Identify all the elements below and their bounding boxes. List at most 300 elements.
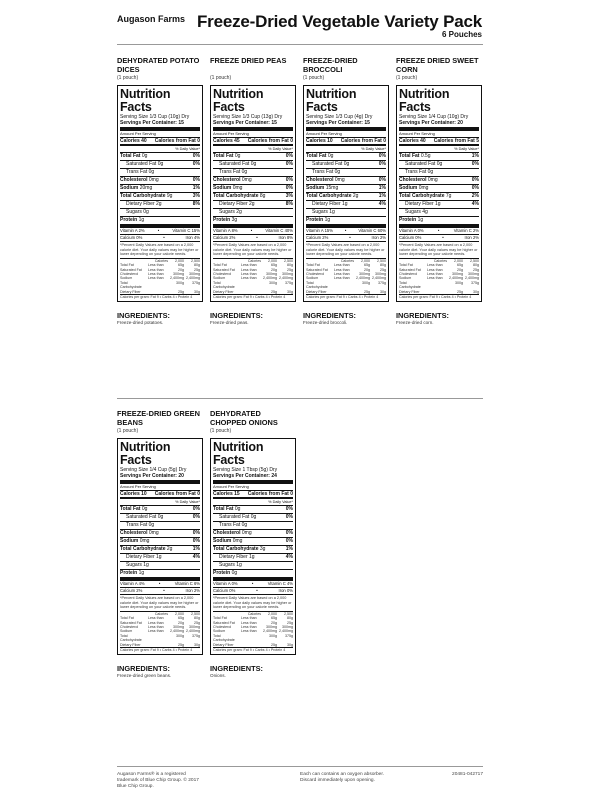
dv-table-row: Total Carbohydrate 300g 375g (399, 280, 479, 290)
mineral-row: Calcium 2% • Iron 8% (213, 235, 293, 240)
dv-table-row: Sodium Less than 2,400mg 2,400mg (306, 276, 386, 281)
nf-value-sat_dv: 0% (285, 161, 293, 167)
product-name: FREEZE DRIED SWEET CORN (396, 56, 479, 74)
mineral-row: Calcium 0% • Iron 2% (399, 235, 479, 240)
dv-table-row: Total Fat Less than 65g 80g (120, 263, 200, 268)
nf-value-sat_dv: 0% (378, 161, 386, 167)
nf-label-total_carb: Total Carbohydrate (120, 193, 166, 199)
nf-label-total_fat: Total Fat (213, 506, 234, 512)
dv-table-row: Cholesterol Less than 300mg 300mg (120, 272, 200, 276)
nf-label-sodium: Sodium (306, 185, 325, 191)
dv-reference-table (120, 258, 200, 294)
total-fat-row (120, 153, 200, 161)
dv-reference-table (213, 258, 293, 294)
nutrition-facts-title: Nutrition Facts (306, 87, 357, 114)
nf-value-sod: 15mg (325, 185, 339, 191)
nf-label-cholesterol: Cholesterol (120, 177, 148, 183)
nf-value-sugar: 1g (236, 562, 242, 568)
nf-label-protein: Protein (213, 217, 231, 223)
section-divider-bottom (117, 766, 483, 767)
nf-value-fiber_dv: 4% (285, 554, 293, 560)
dv-table-row: Cholesterol Less than 300mg 300mg (213, 272, 293, 276)
total-carb-row (120, 193, 200, 201)
nf-value-sod_dv: 1% (192, 185, 200, 191)
vitamin-row: Vitamin A 0% • Vitamin C 4% (213, 581, 293, 586)
nf-value-sod: 0mg (232, 538, 243, 544)
nf-value-sat: 0g (250, 514, 257, 520)
nf-label-iron: Iron (185, 588, 193, 593)
dv-table-header: Calories 2,000 2,500 (340, 258, 386, 263)
nf-label-sat_fat: Saturated Fat (219, 514, 250, 520)
nf-label-vit_c: Vitamin C (453, 228, 472, 233)
nf-value-chol: 0mg (148, 530, 159, 536)
ingredients-text: Onions. (210, 673, 226, 679)
nf-value-protein: 1g (138, 217, 145, 223)
calories-fat-label: Calories from Fat (433, 138, 475, 144)
nf-label-vit_c: Vitamin C (265, 228, 284, 233)
cholesterol-row (120, 177, 200, 185)
calories-value: 10 (141, 491, 147, 497)
calories-fat-label: Calories from Fat (247, 491, 289, 497)
dv-table-row: Total Fat Less than 65g 80g (120, 616, 200, 621)
nf-value-fat_dv: 0% (192, 153, 200, 159)
calories-fat-value: 0 (197, 138, 200, 144)
mineral-row: Calcium 0% • Iron 0% (213, 588, 293, 593)
dv-table-row: Saturated Fat Less than 20g 25g (306, 267, 386, 272)
nf-value-sod: 0mg (418, 185, 429, 191)
dv-table-header: Calories 2,000 2,500 (247, 611, 293, 616)
dv-table-row: Sodium Less than 2,400mg 2,400mg (213, 276, 293, 281)
nf-label-trans_fat: Trans Fat (405, 169, 427, 175)
nf-value-protein: 3g (231, 217, 238, 223)
dv-footnote: *Percent Daily Values are based on a 2,000 calorie diet. Your daily values may be higher or lower depending on your calorie needs. (120, 596, 199, 610)
nf-value-trans: 0g (241, 169, 248, 175)
nf-value-iron: 2% (193, 588, 200, 593)
product-panel-1 (117, 57, 203, 325)
nf-label-fiber: Dietary Fiber (405, 201, 434, 207)
dv-table-row: Saturated Fat Less than 20g 25g (213, 267, 293, 272)
nf-label-total_carb: Total Carbohydrate (306, 193, 352, 199)
nf-value-calc: 0% (136, 235, 143, 240)
dv-table-row: Total Fat Less than 65g 80g (306, 263, 386, 268)
servings-per-container: Servings Per Container: 20 (399, 120, 463, 126)
nf-value-calc: 2% (229, 235, 236, 240)
protein-row (120, 570, 200, 581)
mineral-row: Calcium 0% • Iron 4% (120, 235, 200, 240)
nf-value-fiber_dv: 8% (192, 201, 200, 207)
nf-label-calcium: Calcium (120, 588, 136, 593)
product-panel-2 (210, 57, 296, 325)
nf-value-sugar: 2g (236, 209, 242, 215)
nf-label-vit_c: Vitamin C (267, 581, 286, 586)
nf-value-sod_dv: 0% (192, 538, 200, 544)
section-divider-middle (117, 398, 483, 399)
dv-table-row: Cholesterol Less than 300mg 300mg (399, 272, 479, 276)
nf-label-sat_fat: Saturated Fat (126, 514, 157, 520)
dv-reference-table (213, 611, 293, 647)
dv-reference-table (120, 611, 200, 647)
sodium-row (399, 185, 479, 193)
calories-value: 40 (141, 138, 147, 144)
nf-value-vita: 15% (324, 228, 333, 233)
daily-value-header: % Daily Value* (120, 146, 200, 153)
calories-value: 15 (234, 491, 240, 497)
nf-value-fat_dv: 0% (285, 506, 293, 512)
serving-info (213, 467, 293, 484)
nf-label-sugars: Sugars (126, 562, 142, 568)
sugars-row (213, 562, 293, 570)
protein-row (213, 217, 293, 228)
nf-value-sat_dv: 0% (285, 514, 293, 520)
nf-value-iron: 0% (286, 588, 293, 593)
calories-fat-label: Calories from Fat (154, 138, 196, 144)
nf-value-sat_dv: 0% (192, 514, 200, 520)
nf-label-sat_fat: Saturated Fat (219, 161, 250, 167)
dv-table-row: Total Carbohydrate 300g 375g (120, 280, 200, 290)
dv-table-row: Total Carbohydrate 300g 375g (213, 633, 293, 643)
protein-row (399, 217, 479, 228)
nf-label-total_carb: Total Carbohydrate (120, 546, 166, 552)
calories-fat-value: 0 (290, 138, 293, 144)
dv-table-row: Dietary Fiber 25g 30g (399, 289, 479, 294)
calories-value: 10 (327, 138, 333, 144)
dv-footnote: *Percent Daily Values are based on a 2,000 calorie diet. Your daily values may be higher or lower depending on your calorie needs. (399, 243, 478, 257)
nf-label-cholesterol: Cholesterol (120, 530, 148, 536)
nf-label-vit_a: Vitamin A (306, 228, 324, 233)
nf-value-vita: 2% (138, 228, 145, 233)
fiber-row (120, 201, 200, 209)
serving-info (399, 114, 479, 131)
trans-fat-row (213, 522, 293, 530)
nf-value-carb: 8g (259, 193, 266, 199)
nf-label-iron: Iron (278, 235, 286, 240)
nf-label-sodium: Sodium (120, 185, 139, 191)
nf-label-calcium: Calcium (213, 588, 229, 593)
nf-label-vit_a: Vitamin A (213, 581, 231, 586)
cholesterol-row (213, 530, 293, 538)
amount-per-serving: Amount Per Serving (120, 131, 200, 138)
vitamin-row: Vitamin A 0% • Vitamin C 2% (399, 228, 479, 233)
product-pouch: (1 pouch) (210, 428, 232, 434)
trans-fat-row (120, 169, 200, 177)
dv-table-row: Saturated Fat Less than 20g 25g (120, 267, 200, 272)
sugars-row (120, 562, 200, 570)
nf-value-trans: 0g (148, 169, 155, 175)
nf-value-sod: 0mg (232, 185, 243, 191)
nf-value-fat_dv: 0% (192, 506, 200, 512)
calories-row (213, 491, 293, 499)
nf-value-chol_dv: 0% (285, 530, 293, 536)
ingredients-text: Freeze-dried green beans. (117, 673, 172, 679)
calories-fat-value: 0 (290, 491, 293, 497)
calories-label: Calories (306, 138, 326, 144)
calories-per-gram: Calories per gram: Fat 9 • Carbs 4 • Protein 4 (213, 647, 293, 653)
nf-label-calcium: Calcium (306, 235, 322, 240)
nf-value-sat_dv: 0% (471, 161, 479, 167)
nf-value-carb_dv: 3% (285, 193, 293, 199)
nf-value-chol_dv: 0% (192, 177, 200, 183)
dv-table-row: Dietary Fiber 25g 30g (213, 642, 293, 647)
nf-label-protein: Protein (213, 570, 231, 576)
servings-per-container: Servings Per Container: 24 (213, 473, 277, 479)
nf-value-protein: 1g (324, 217, 331, 223)
nf-value-iron: 2% (472, 235, 479, 240)
nf-label-sodium: Sodium (213, 538, 232, 544)
nf-value-sod_dv: 0% (471, 185, 479, 191)
dv-footnote: *Percent Daily Values are based on a 2,000 calorie diet. Your daily values may be higher or lower depending on your calorie needs. (306, 243, 385, 257)
calories-fat-value: 0 (197, 491, 200, 497)
cholesterol-row (120, 530, 200, 538)
nf-value-fiber: 1g (249, 554, 255, 560)
nf-label-sugars: Sugars (219, 562, 235, 568)
nutrition-facts-panel (117, 438, 203, 655)
nf-label-cholesterol: Cholesterol (213, 177, 241, 183)
product-panel-6 (210, 410, 296, 678)
total-fat-row (213, 506, 293, 514)
dv-table-row: Sodium Less than 2,400mg 2,400mg (213, 629, 293, 634)
ingredients-text: Freeze-dried corn. (396, 320, 434, 326)
product-panel-3 (303, 57, 389, 325)
nf-value-fat: 0g (141, 153, 148, 159)
nf-value-calc: 0% (229, 588, 236, 593)
brand-name: Augason Farms (117, 14, 186, 24)
nf-label-protein: Protein (120, 570, 138, 576)
daily-value-header: % Daily Value* (213, 499, 293, 506)
fiber-row (213, 554, 293, 562)
calories-per-gram: Calories per gram: Fat 9 • Carbs 4 • Protein 4 (120, 294, 200, 300)
nf-value-sod_dv: 0% (285, 185, 293, 191)
calories-value: 40 (420, 138, 426, 144)
servings-per-container: Servings Per Container: 15 (306, 120, 370, 126)
nf-value-trans: 0g (334, 169, 341, 175)
dv-table-header: Calories 2,000 2,500 (247, 258, 293, 263)
nf-label-sugars: Sugars (219, 209, 235, 215)
daily-value-header: % Daily Value* (306, 146, 386, 153)
dv-table-row: Total Carbohydrate 300g 375g (306, 280, 386, 290)
nf-value-fat_dv: 1% (471, 153, 479, 159)
ingredients-text: Freeze-dried peas. (210, 320, 249, 326)
dv-table-row: Dietary Fiber 25g 30g (120, 642, 200, 647)
dv-table-row: Cholesterol Less than 300mg 300mg (213, 625, 293, 629)
amount-per-serving: Amount Per Serving (306, 131, 386, 138)
page-subtitle: 6 Pouches (441, 30, 482, 39)
sodium-row (213, 185, 293, 193)
nf-value-calc: 2% (322, 235, 329, 240)
product-panel-5 (117, 410, 203, 678)
dv-table-row: Total Fat Less than 65g 80g (213, 616, 293, 621)
ingredients-heading: INGREDIENTS: (303, 311, 356, 321)
nf-value-chol: 0mg (148, 177, 159, 183)
calories-fat-value: 0 (383, 138, 386, 144)
ingredients-heading: INGREDIENTS: (117, 664, 170, 674)
dv-table-header: Calories 2,000 2,500 (433, 258, 479, 263)
total-fat-row (399, 153, 479, 161)
nf-value-fiber_dv: 4% (192, 554, 200, 560)
serving-info (120, 467, 200, 484)
vitamin-row: Vitamin A 15% • Vitamin C 60% (306, 228, 386, 233)
trans-fat-row (399, 169, 479, 177)
nf-value-trans: 0g (241, 522, 248, 528)
nf-value-vitc: 40% (284, 228, 293, 233)
nf-value-sugar: 4g (422, 209, 428, 215)
dv-table-row: Saturated Fat Less than 20g 25g (399, 267, 479, 272)
calories-row (120, 138, 200, 146)
sugars-row (120, 209, 200, 217)
dv-table-row: Dietary Fiber 25g 30g (306, 289, 386, 294)
daily-value-header: % Daily Value* (399, 146, 479, 153)
nf-value-carb_dv: 1% (378, 193, 386, 199)
nf-label-vit_c: Vitamin C (174, 581, 193, 586)
nf-value-sat_dv: 0% (192, 161, 200, 167)
nf-value-fiber_dv: 8% (285, 201, 293, 207)
nf-label-iron: Iron (185, 235, 193, 240)
serving-info (213, 114, 293, 131)
serving-info (306, 114, 386, 131)
nf-value-chol_dv: 0% (285, 177, 293, 183)
cholesterol-row (306, 177, 386, 185)
nf-label-total_fat: Total Fat (120, 506, 141, 512)
ingredients-heading: INGREDIENTS: (210, 311, 263, 321)
trans-fat-row (306, 169, 386, 177)
dv-table-row: Dietary Fiber 25g 30g (213, 289, 293, 294)
nf-label-fiber: Dietary Fiber (126, 554, 155, 560)
nf-label-iron: Iron (371, 235, 379, 240)
nf-value-iron: 2% (379, 235, 386, 240)
vitamin-row: Vitamin A 8% • Vitamin C 40% (213, 228, 293, 233)
nf-label-trans_fat: Trans Fat (312, 169, 334, 175)
nf-label-fiber: Dietary Fiber (312, 201, 341, 207)
nf-value-carb: 3g (259, 546, 266, 552)
page-title: Freeze-Dried Vegetable Variety Pack (197, 12, 482, 31)
nf-value-sat: 0g (436, 161, 443, 167)
saturated-fat-row (213, 161, 293, 169)
calories-per-gram: Calories per gram: Fat 9 • Carbs 4 • Protein 4 (399, 294, 479, 300)
serving-info (120, 114, 200, 131)
calories-row (120, 491, 200, 499)
nf-label-total_fat: Total Fat (306, 153, 327, 159)
nf-label-total_fat: Total Fat (120, 153, 141, 159)
product-name: FREEZE-DRIED BROCCOLI (303, 56, 358, 74)
nf-label-sugars: Sugars (312, 209, 328, 215)
nf-value-fat_dv: 0% (378, 153, 386, 159)
nf-value-fat: 0g (141, 506, 148, 512)
nf-label-iron: Iron (464, 235, 472, 240)
calories-fat-value: 5 (476, 138, 479, 144)
nf-value-protein: 1g (417, 217, 424, 223)
sodium-row (306, 185, 386, 193)
dv-table-row: Cholesterol Less than 300mg 300mg (120, 625, 200, 629)
nf-label-calcium: Calcium (399, 235, 415, 240)
dv-footnote: *Percent Daily Values are based on a 2,000 calorie diet. Your daily values may be higher or lower depending on your calorie needs. (213, 596, 292, 610)
nf-label-calcium: Calcium (213, 235, 229, 240)
saturated-fat-row (120, 161, 200, 169)
serving-size: Serving Size 1/3 Cup (13g) Dry (213, 114, 283, 120)
saturated-fat-row (120, 514, 200, 522)
mineral-row: Calcium 2% • Iron 2% (120, 588, 200, 593)
servings-per-container: Servings Per Container: 15 (213, 120, 277, 126)
calories-per-gram: Calories per gram: Fat 9 • Carbs 4 • Protein 4 (306, 294, 386, 300)
nf-label-sodium: Sodium (399, 185, 418, 191)
total-carb-row (213, 546, 293, 554)
nf-label-total_fat: Total Fat (399, 153, 420, 159)
nf-label-cholesterol: Cholesterol (399, 177, 427, 183)
nf-label-sat_fat: Saturated Fat (312, 161, 343, 167)
nf-value-chol: 0mg (427, 177, 438, 183)
nf-value-protein: 1g (138, 570, 145, 576)
nf-value-vitc: 60% (377, 228, 386, 233)
dv-table-row: Saturated Fat Less than 20g 25g (213, 620, 293, 625)
product-code: 20481-042717 (452, 772, 483, 777)
nf-label-fiber: Dietary Fiber (126, 201, 155, 207)
nf-label-total_carb: Total Carbohydrate (213, 193, 259, 199)
nf-label-trans_fat: Trans Fat (219, 522, 241, 528)
total-fat-row (213, 153, 293, 161)
nf-value-iron: 8% (286, 235, 293, 240)
nf-label-sugars: Sugars (126, 209, 142, 215)
trans-fat-row (120, 522, 200, 530)
saturated-fat-row (213, 514, 293, 522)
product-name: FREEZE DRIED PEAS (210, 56, 287, 65)
nf-value-fat_dv: 0% (285, 153, 293, 159)
nf-value-fat: 0.5g (420, 153, 431, 159)
calories-fat-label: Calories from Fat (154, 491, 196, 497)
nf-value-carb_dv: 2% (471, 193, 479, 199)
trademark-note: Augason Farms® is a registered trademark of Blue Chip Group. © 2017 Blue Chip Group. (117, 772, 199, 789)
product-pouch: (1 pouch) (117, 428, 139, 434)
amount-per-serving: Amount Per Serving (213, 484, 293, 491)
dv-table-row: Saturated Fat Less than 20g 25g (120, 620, 200, 625)
saturated-fat-row (306, 161, 386, 169)
dv-table-row: Sodium Less than 2,400mg 2,400mg (120, 276, 200, 281)
total-fat-row (306, 153, 386, 161)
nf-value-carb: 7g (445, 193, 452, 199)
total-carb-row (399, 193, 479, 201)
nutrition-facts-panel (396, 85, 482, 302)
calories-per-gram: Calories per gram: Fat 9 • Carbs 4 • Protein 4 (120, 647, 200, 653)
sugars-row (399, 209, 479, 217)
nutrition-facts-panel (210, 85, 296, 302)
nf-label-iron: Iron (278, 588, 286, 593)
nf-label-fiber: Dietary Fiber (219, 554, 248, 560)
calories-row (399, 138, 479, 146)
calories-per-gram: Calories per gram: Fat 9 • Carbs 4 • Protein 4 (213, 294, 293, 300)
nf-value-chol: 0mg (241, 530, 252, 536)
product-name: DEHYDRATED CHOPPED ONIONS (210, 409, 278, 427)
sodium-row (120, 185, 200, 193)
calories-fat-label: Calories from Fat (340, 138, 382, 144)
dv-footnote: *Percent Daily Values are based on a 2,000 calorie diet. Your daily values may be higher or lower depending on your calorie needs. (213, 243, 292, 257)
nf-value-sugar: 0g (143, 209, 149, 215)
calories-label: Calories (399, 138, 419, 144)
ingredients-heading: INGREDIENTS: (396, 311, 449, 321)
nf-label-sugars: Sugars (405, 209, 421, 215)
nf-label-fiber: Dietary Fiber (219, 201, 248, 207)
calories-row (306, 138, 386, 146)
section-divider-top (117, 44, 483, 45)
nf-label-vit_a: Vitamin A (399, 228, 417, 233)
dv-table-row: Sodium Less than 2,400mg 2,400mg (399, 276, 479, 281)
trans-fat-row (213, 169, 293, 177)
nf-label-sat_fat: Saturated Fat (405, 161, 436, 167)
nf-value-sugar: 1g (329, 209, 335, 215)
product-pouch: (1 pouch) (303, 75, 325, 81)
nf-label-sodium: Sodium (120, 538, 139, 544)
dv-table-row: Sodium Less than 2,400mg 2,400mg (120, 629, 200, 634)
nutrition-facts-panel (210, 438, 296, 655)
calories-fat-label: Calories from Fat (247, 138, 289, 144)
sodium-row (120, 538, 200, 546)
dv-table-row: Total Carbohydrate 300g 375g (120, 633, 200, 643)
